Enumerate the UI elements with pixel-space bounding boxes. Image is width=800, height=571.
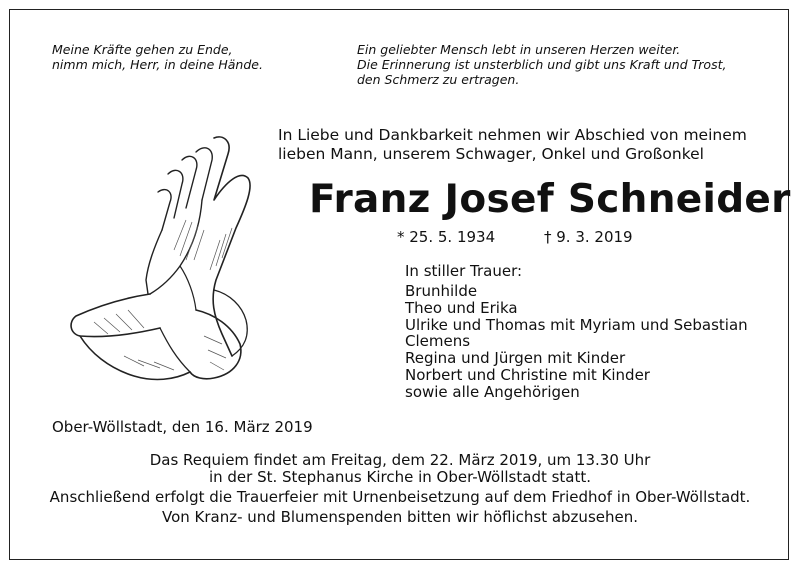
quote-left-line: nimm mich, Herr, in deine Hände. (52, 57, 263, 72)
funeral-text: Anschließend erfolgt die Trauerfeier mit Urnenbeisetzung auf dem Friedhof in Ober-Wöllstadt. (49, 488, 751, 506)
mourner: Ulrike und Thomas mit Myriam und Sebastian (405, 315, 748, 334)
quote-right-line: Die Erinnerung ist unsterblich und gibt uns Kraft und Trost, (357, 57, 727, 72)
flowers-text: Von Kranz- und Blumenspenden bitten wir höflichst abzusehen. (161, 508, 638, 526)
intro-line: lieben Mann, unserem Schwager, Onkel und Großonkel (278, 145, 704, 163)
death-date: † 9. 3. 2019 (544, 228, 633, 246)
deceased-name: Franz Josef Schneider (309, 177, 791, 222)
mourner: sowie alle Angehörigen (405, 382, 580, 401)
quote-right-line: Ein geliebter Mensch lebt in unseren Herzen weiter. (357, 42, 681, 57)
mourner: Clemens (405, 332, 471, 351)
requiem-line: Das Requiem findet am Freitag, dem 22. März 2019, um 13.30 Uhr (149, 451, 651, 469)
quote-right-line: den Schmerz zu ertragen. (357, 72, 520, 87)
birth-date: * 25. 5. 1934 (397, 228, 496, 246)
quote-right (357, 42, 726, 87)
mourner: Brunhilde (405, 282, 478, 300)
intro-text (278, 126, 747, 164)
mourner: Theo und Erika (405, 298, 518, 317)
mourner: Regina und Jürgen mit Kinder (405, 349, 626, 368)
mourners-list (405, 283, 748, 401)
mourning-heading: In stiller Trauer: (405, 262, 523, 280)
requiem-line: in der St. Stephanus Kirche in Ober-Wöllstadt statt. (208, 468, 592, 486)
quote-left (52, 42, 263, 72)
intro-line: In Liebe und Dankbarkeit nehmen wir Abschied von meinem (278, 126, 747, 144)
place-date: Ober-Wöllstadt, den 16. März 2019 (52, 418, 313, 436)
praying-hands-icon (64, 130, 254, 392)
mourner: Norbert und Christine mit Kinder (405, 365, 650, 384)
quote-left-line: Meine Kräfte gehen zu Ende, (52, 42, 233, 57)
